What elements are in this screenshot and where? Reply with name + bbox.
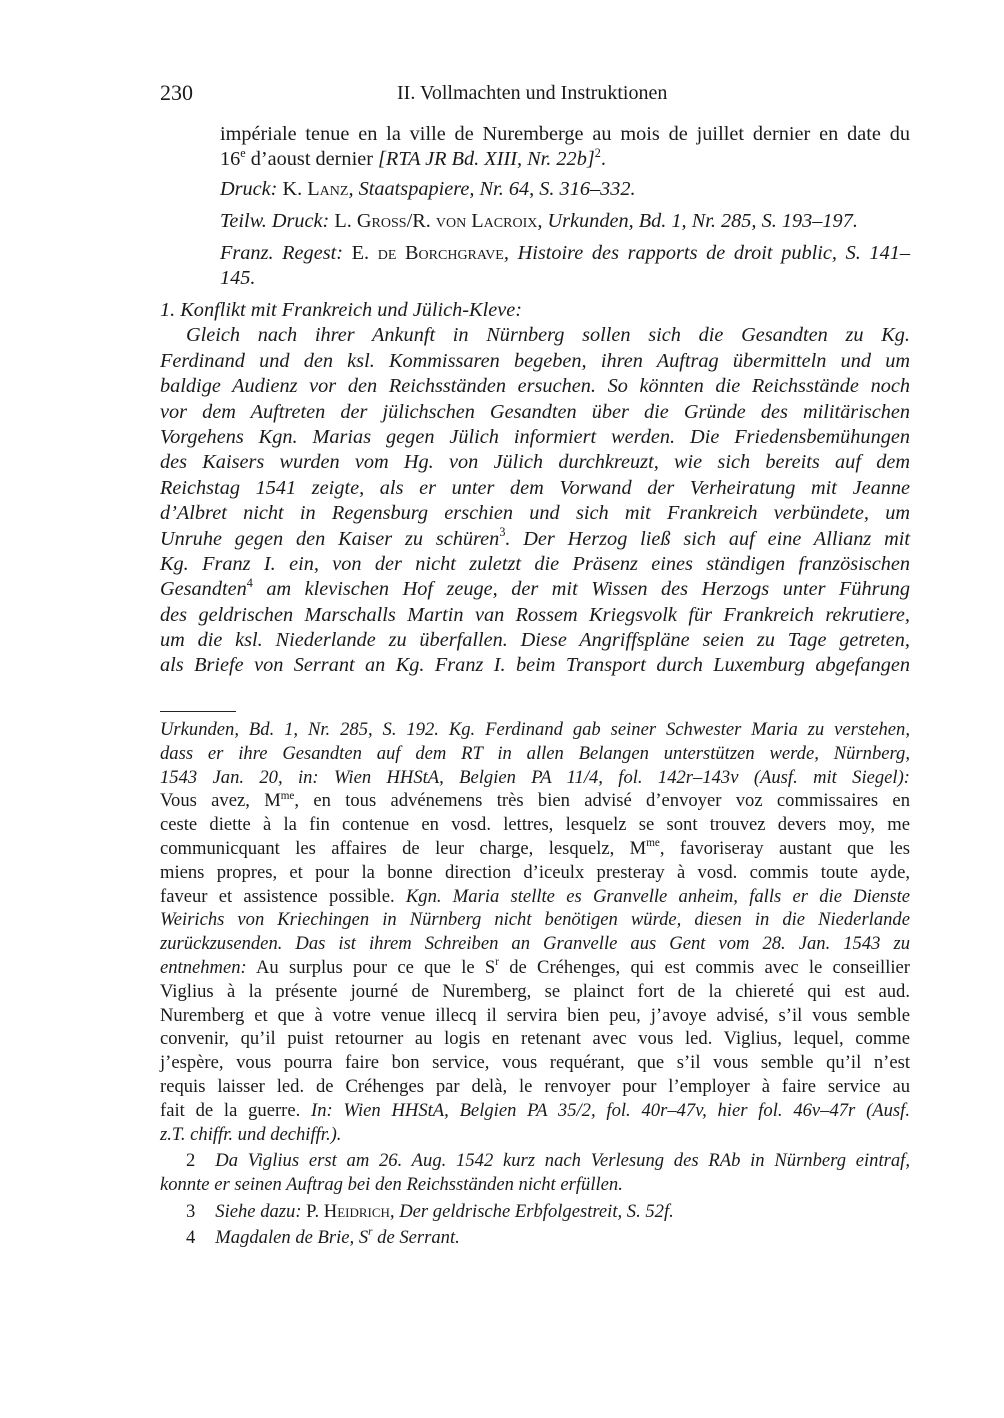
editorial-text: entnehmen: <box>160 956 247 978</box>
archive-reference: In: Wien HHStA, Belgien PA 35/2, fol. 40r–47v, hier fol. 46v–47r (Ausf. <box>311 1099 910 1121</box>
footnote-3 <box>160 1200 910 1224</box>
footnote-4 <box>160 1226 910 1250</box>
quote-text: de Créhenges, qui est commis avec le conseillier <box>498 956 910 978</box>
quote-text: communicquant les affaires de leur charge, lesquelz, M <box>160 837 647 859</box>
author-initial: E. <box>342 242 378 264</box>
intro-paragraph <box>220 122 910 173</box>
intro-text: d’aoust dernier <box>245 148 379 171</box>
footnote-line: Weirichs von Kriechingen in Nürnberg nicht benötigen würde, diesen in die Niederlande <box>160 909 910 931</box>
intro-line-2 <box>220 147 910 172</box>
body-text: am klevischen Hof zeuge, der mit Wissen des Herzogs unter Führung <box>252 578 910 601</box>
section-heading: 1. Konflikt mit Frankreich und Jülich-Kleve: <box>160 299 522 321</box>
footnote-marker: 2 <box>594 146 601 161</box>
body-line: als Briefe von Serrant an Kg. Franz I. beim Transport durch Luxemburg abgefangen <box>160 654 910 677</box>
footnote-number: 4 <box>186 1226 196 1248</box>
footnote-text: , Der geldrische Erbfolgestreit, S. 52f. <box>389 1200 674 1222</box>
footnote-line: ceste diette à la fin contenue en vosd. lettres, lesquelz se sont trouvez devers moy, me <box>160 814 910 836</box>
section-1 <box>160 298 910 679</box>
body-line: Vorgehens Kgn. Marias gegen Jülich informiert werden. Die Friedensbemühungen <box>160 425 910 448</box>
regest-reference <box>220 241 910 292</box>
footnote-line: j’espère, vous pourra faire bon service, vous requérant, que s’il vous semble qu’il n’est <box>160 1052 910 1074</box>
footnote-2-line-1 <box>160 1149 910 1173</box>
regest-label: Franz. Regest: <box>220 242 343 264</box>
footnote-text: Siehe dazu: <box>215 1200 302 1222</box>
author-initial: P. <box>301 1200 324 1222</box>
regest-line-1 <box>220 241 910 266</box>
body-line: Ferdinand und den ksl. Kommissaren begeben, ihren Auftrag übermitteln und um <box>160 349 910 372</box>
footnote-line: requis laisser led. de Créhenges par delà, le renvoyer pour l’employer à faire service au <box>160 1075 910 1097</box>
author-name: Heidrich <box>323 1200 390 1222</box>
quote-text: faveur et assistence possible. <box>160 885 406 907</box>
regest-line-2: 145. <box>220 267 256 290</box>
quote-text: , favoriseray austant que les <box>659 837 910 859</box>
footnote-number: 3 <box>186 1200 196 1222</box>
footnote-2-line-2: konnte er seinen Auftrag bei den Reichsständen nicht erfüllen. <box>160 1174 623 1196</box>
footnote-line: miens propres, et pour la bonne direction d’iceulx presteray à vosd. commis toute ayde, <box>160 861 910 883</box>
footnote-marker: 3 <box>499 525 506 540</box>
author-name: de Borchgrave <box>377 242 504 264</box>
reference-title: , Staatspapiere, Nr. 64, S. 316–332. <box>348 178 636 200</box>
body-text: Gesandten <box>160 578 247 601</box>
footnote-line <box>160 1099 910 1123</box>
body-line: d’Albret nicht in Regensburg erschien und sich mit Frankreich verbündete, um <box>160 502 910 525</box>
footnote-line: Nuremberg et que à votre venue illecq il servira bien peu, j’avoye advisé, s’il vous semble <box>160 1004 910 1026</box>
superscript: me <box>280 789 295 802</box>
intro-line-1: impériale tenue en la ville de Nuremberge au mois de juillet dernier en date du <box>220 123 910 145</box>
footnote-text: Da Viglius erst am 26. Aug. 1542 kurz nach Verlesung des RAb in Nürnberg eintraf, <box>215 1150 910 1172</box>
footnote-separator <box>160 711 236 712</box>
footnote-line: Urkunden, Bd. 1, Nr. 285, S. 192. Kg. Ferdinand gab seiner Schwester Maria zu verstehen, <box>160 719 910 740</box>
footnote-line: Viglius à la présente journé de Nuremberg, se plainct fort de la chiereté qui est aud. <box>160 980 910 1002</box>
body-line: vor dem Auftreten der jülichschen Gesandten über die Gründe des militärischen <box>160 400 910 423</box>
intro-text: 16 <box>220 148 241 171</box>
author-initial: K. <box>277 178 308 200</box>
reference-title: , Urkunden, Bd. 1, Nr. 285, S. 193–197. <box>537 210 858 232</box>
footnote-line <box>160 789 910 813</box>
body-line <box>160 577 910 602</box>
footnote-line: dass er ihre Gesandten auf dem RT in allen Belangen unterstützen werde, Nürnberg, <box>160 742 910 764</box>
quote-text: , en tous advénemens très bien advisé d’envoyer voz commissaires en <box>294 790 910 812</box>
running-head: II. Vollmachten und Instruktionen <box>397 82 668 104</box>
footnote-line <box>160 885 910 909</box>
superscript: me <box>646 837 660 850</box>
author-initial: /R. <box>406 210 436 232</box>
author-name: von Lacroix <box>435 210 538 232</box>
footnote-line: convenir, qu’il puist retourner au logis en retenant avec vous led. Viglius, lequel, comme <box>160 1028 910 1050</box>
footnote-number: 2 <box>186 1150 196 1172</box>
page-number: 230 <box>160 80 193 105</box>
teilw-label: Teilw. Druck: <box>220 210 330 232</box>
footnote-marker: 4 <box>246 575 253 590</box>
footnote-line: z.T. chiffr. und dechiffr.). <box>160 1123 342 1145</box>
rta-reference: [RTA JR Bd. XIII, Nr. 22b] <box>378 148 595 171</box>
author-initial: L. <box>329 210 357 232</box>
body-line: Reichstag 1541 zeigte, als er unter dem Vorwand der Verheiratung mit Jeanne <box>160 476 910 499</box>
footnote-line <box>160 837 910 861</box>
body-line: Gleich nach ihrer Ankunft in Nürnberg sollen sich die Gesandten zu Kg. <box>186 324 910 347</box>
druck-reference <box>220 177 910 202</box>
intro-text: . <box>600 148 606 171</box>
teilw-druck-reference <box>220 209 910 234</box>
quote-text: Vous avez, M <box>160 790 281 812</box>
body-line: baldige Audienz vor den Reichsständen ersuchen. So könnten die Reichsstände noch <box>160 375 910 398</box>
footnote-line <box>160 956 910 980</box>
body-text: . Der Herzog ließ sich auf eine Allianz mit <box>505 527 910 550</box>
body-line: Kg. Franz I. ein, von der nicht zuletzt die Präsenz eines ständigen französischen <box>160 552 910 575</box>
footnote-text: de Serrant. <box>372 1226 460 1248</box>
body-line: des Kaisers wurden vom Hg. von Jülich durchkreuzt, wie sich bereits auf dem <box>160 451 910 474</box>
author-name: Lanz <box>307 178 349 200</box>
druck-label: Druck: <box>220 178 278 200</box>
quote-text: Au surplus pour ce que le S <box>246 956 496 978</box>
teilw-line <box>220 209 910 234</box>
author-name: Groß <box>356 210 407 232</box>
footnote-text: Magdalen de Brie, S <box>215 1226 369 1248</box>
body-text: Unruhe gegen den Kaiser zu schüren <box>160 527 500 550</box>
druck-line <box>220 177 910 202</box>
superscript: e <box>240 146 246 161</box>
footnote-line: zurückzusenden. Das ist ihrem Schreiben an Granvelle aus Gent vom 28. Jan. 1543 zu <box>160 933 910 955</box>
body-line <box>160 527 910 552</box>
body-line: um die ksl. Niederlande zu überfallen. Diese Angriffspläne seien zu Tage getreten, <box>160 629 910 652</box>
quote-text: fait de la guerre. <box>160 1099 312 1121</box>
reference-title: , Histoire des rapports de droit public, S. 141– <box>503 242 910 264</box>
editorial-text: Kgn. Maria stellte es Granvelle anheim, falls er die Dienste <box>405 885 910 907</box>
body-line: des geldrischen Marschalls Martin van Rossem Kriegsvolk für Frankreich rekrutiere, <box>160 603 910 626</box>
superscript: r <box>495 956 499 969</box>
superscript: r <box>368 1226 373 1238</box>
footnote-line: 1543 Jan. 20, in: Wien HHStA, Belgien PA 11/4, fol. 142r–143v (Ausf. mit Siegel): <box>160 766 910 788</box>
footnote-1-continued <box>160 718 910 1250</box>
